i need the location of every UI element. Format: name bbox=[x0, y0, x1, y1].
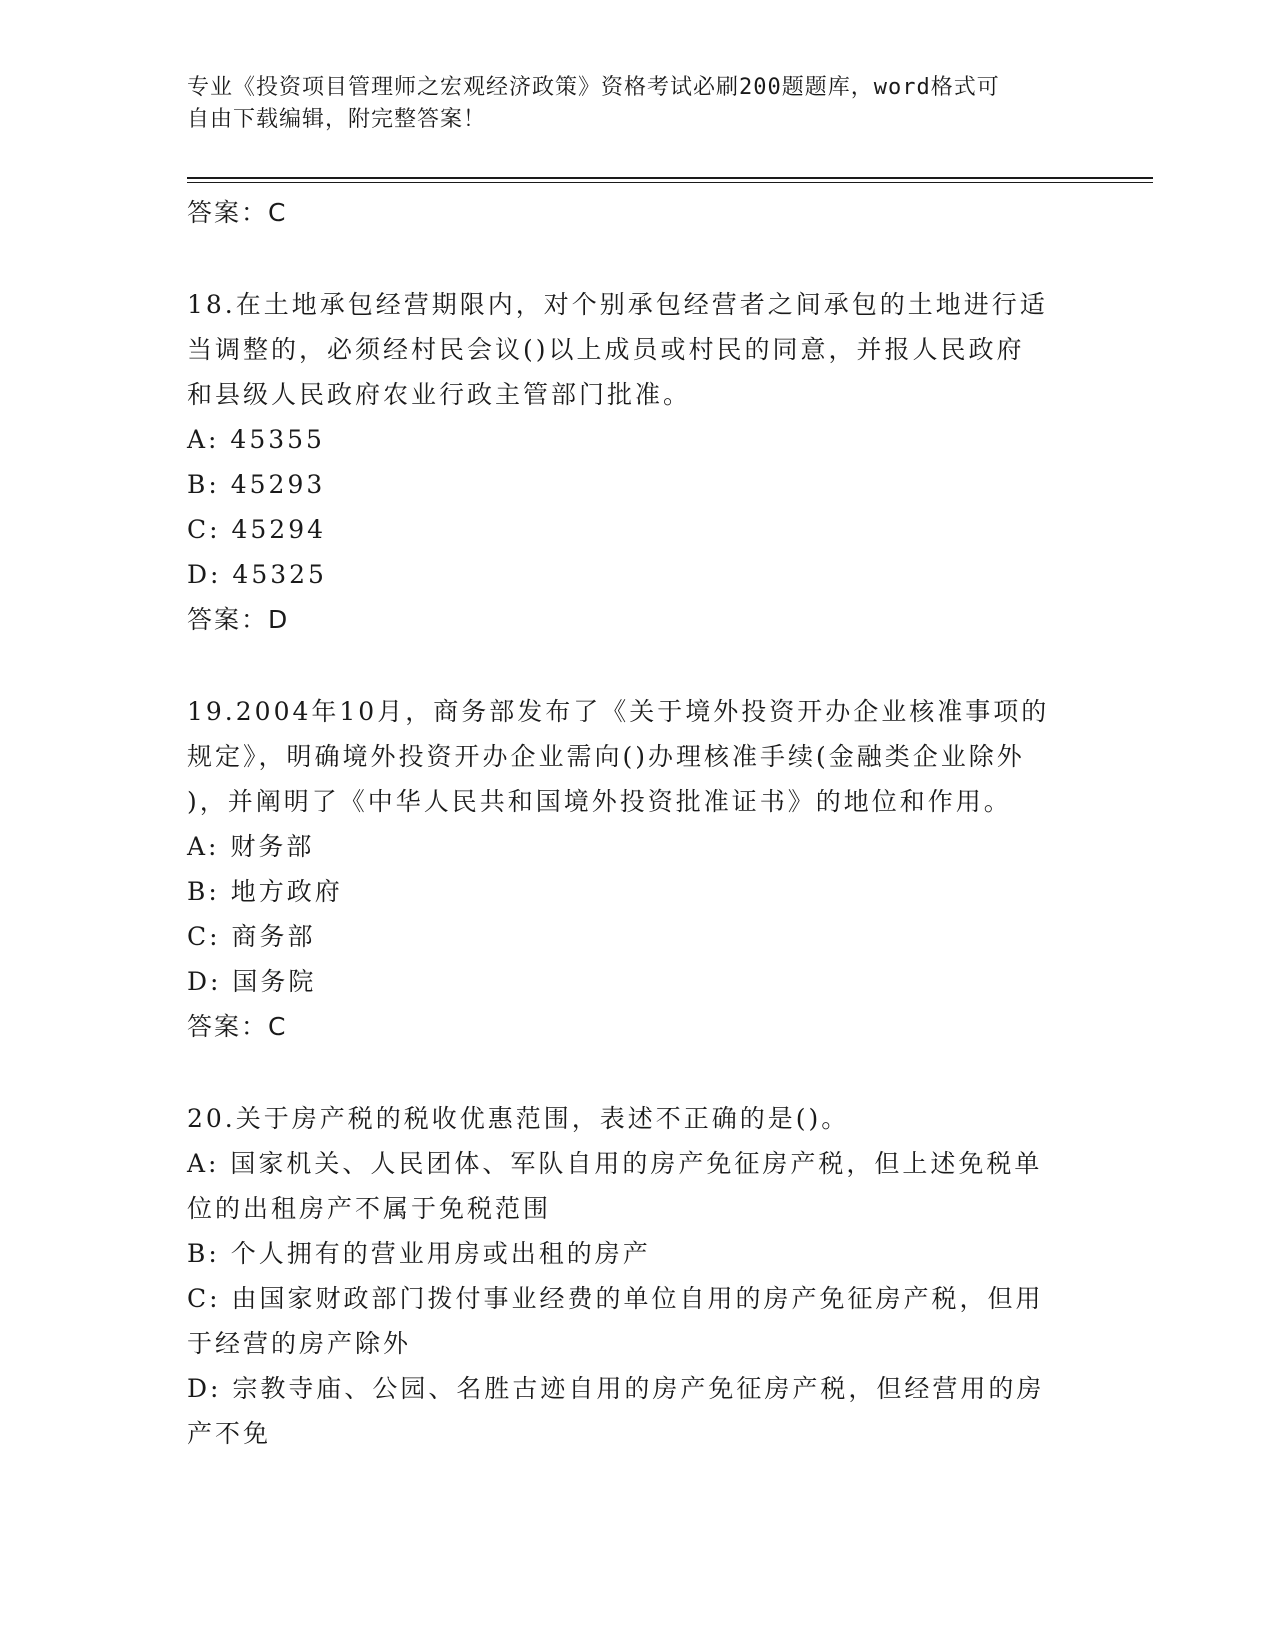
question-text-line: 20.关于房产税的税收优惠范围，表述不正确的是()。 bbox=[187, 1104, 850, 1133]
question-text-line: 19.2004年10月，商务部发布了《关于境外投资开办企业核准事项的 bbox=[187, 697, 1050, 726]
option-a: A: 国家机关、人民团体、军队自用的房产免征房产税，但上述免税单 bbox=[187, 1149, 1043, 1178]
option-d: D: 宗教寺庙、公园、名胜古迹自用的房产免征房产税，但经营用的房 bbox=[187, 1374, 1045, 1403]
question-block bbox=[187, 1096, 1077, 1456]
question-text-line: 当调整的，必须经村民会议()以上成员或村民的同意，并报人民政府 bbox=[187, 335, 1025, 364]
option-b: B: 地方政府 bbox=[187, 877, 343, 906]
option-b: B: 45293 bbox=[187, 470, 326, 499]
option-c: C: 商务部 bbox=[187, 922, 316, 951]
spacer bbox=[187, 1050, 1077, 1096]
spacer bbox=[187, 236, 1077, 282]
header-rule bbox=[187, 177, 1153, 179]
question-text-line: 规定》，明确境外投资开办企业需向()办理核准手续(金融类企业除外 bbox=[187, 742, 1025, 771]
option-c: C: 45294 bbox=[187, 515, 327, 544]
previous-answer: 答案：C bbox=[187, 198, 288, 227]
option-c-continued: 于经营的房产除外 bbox=[187, 1329, 412, 1358]
question-list bbox=[187, 190, 1077, 1456]
option-b: B: 个人拥有的营业用房或出租的房产 bbox=[187, 1239, 651, 1268]
option-d-continued: 产不免 bbox=[187, 1419, 272, 1448]
option-a: A: 45355 bbox=[187, 425, 325, 454]
answer-line: 答案：D bbox=[187, 605, 290, 634]
page-header bbox=[187, 72, 1067, 136]
option-c: C: 由国家财政部门拨付事业经费的单位自用的房产免征房产税，但用 bbox=[187, 1284, 1044, 1313]
option-a: A: 财务部 bbox=[187, 832, 315, 861]
header-line-1: 专业《投资项目管理师之宏观经济政策》资格考试必刷200题题库，word格式可 bbox=[187, 75, 1000, 100]
spacer bbox=[187, 643, 1077, 689]
question-text-line: )，并阐明了《中华人民共和国境外投资批准证书》的地位和作用。 bbox=[187, 787, 1012, 816]
answer-line: 答案：C bbox=[187, 1012, 288, 1041]
question-block bbox=[187, 282, 1077, 643]
header-rule-thin bbox=[187, 182, 1153, 183]
option-d: D: 45325 bbox=[187, 560, 327, 589]
question-block bbox=[187, 689, 1077, 1050]
header-line-2: 自由下载编辑，附完整答案！ bbox=[187, 107, 487, 132]
question-text-line: 和县级人民政府农业行政主管部门批准。 bbox=[187, 380, 692, 409]
option-a-continued: 位的出租房产不属于免税范围 bbox=[187, 1194, 552, 1223]
question-text-line: 18.在土地承包经营期限内，对个别承包经营者之间承包的土地进行适 bbox=[187, 290, 1048, 319]
option-d: D: 国务院 bbox=[187, 967, 317, 996]
